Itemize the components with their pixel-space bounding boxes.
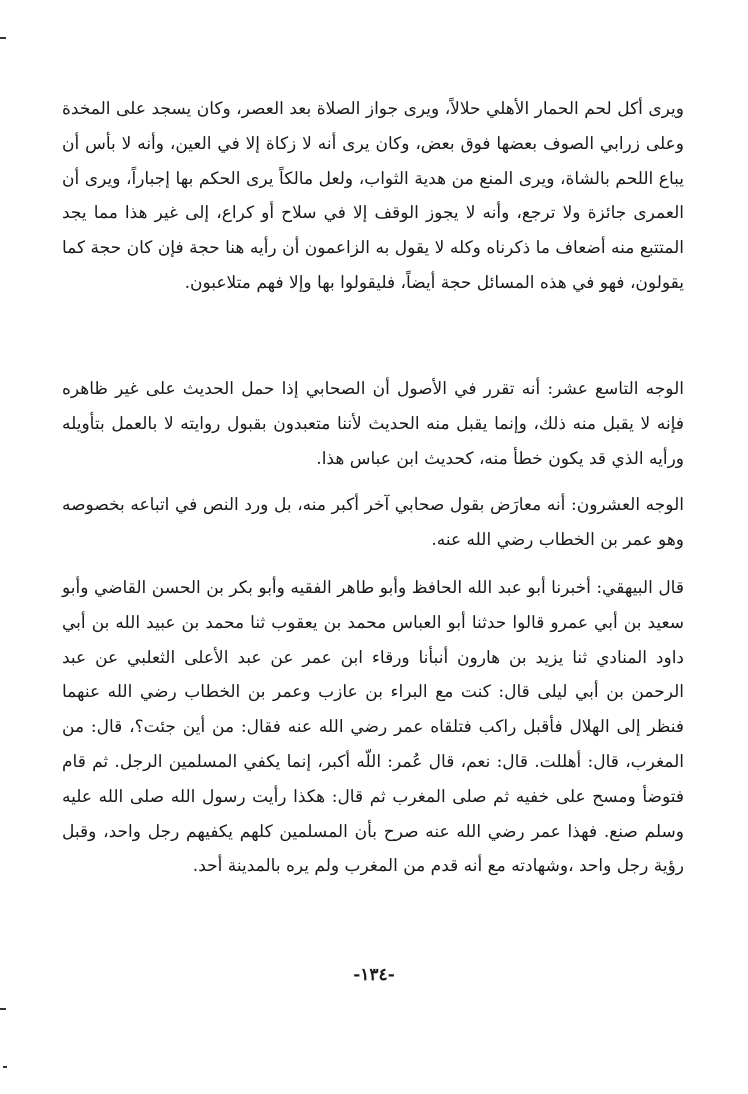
paragraph-1 (62, 92, 684, 301)
paragraph-2-text: الوجه التاسع عشر: أنه تقرر في الأصول أن الصحابي إذا حمل الحديث على غير ظاهره فإنه لا يقبل منه ذلك، وإنما يقبل منه الحديث لأننا متعبدون بقبول روايته لا بالعمل بتأويله ورأيه الذي قد يكون خطأ منه، كحديث ابن عباس هذا. (62, 379, 684, 469)
paragraph-1-text: ويرى أكل لحم الحمار الأهلي حلالاً، ويرى جواز الصلاة بعد العصر، وكان يسجد على المخدة وعلى زرابي الصوف بعضها فوق بعض، وكان يرى أنه لا زكاة إلا في العين، وأنه لا بأس أن يباع اللحم بالشاة، ويرى المنع من هدية الثواب، ولعل مالكاً يرى الحكم بها إجباراً، ويرى أن العمرى جائزة ولا ترجع، وأنه لا يجوز الوقف إلا في سلاح أو كراع، إلى غير هذا مما يجد المتتبع منه أضعاف ما ذكرناه وكله لا يقول به الزاعمون أن رأيه هنا حجة فإن كان حجة كما يقولون، فهو في هذه المسائل حجة أيضاً، فليقولوا بها وإلا فهم متلاعبون. (62, 99, 684, 293)
page-number: -١٣٤- (353, 965, 395, 985)
paragraph-3-text: الوجه العشرون: أنه معارَض بقول صحابي آخر أكبر منه، بل ورد النص في اتباعه بخصوصه وهو عمر بن الخطاب رضي الله عنه. (62, 495, 684, 550)
paragraph-4 (62, 571, 684, 884)
paragraph-4-text: قال البيهقي: أخبرنا أبو عبد الله الحافظ وأبو طاهر الفقيه وأبو بكر بن الحسن القاضي وأبو سعيد بن أبي عمرو قالوا حدثنا أبو العباس محمد بن يعقوب ثنا محمد بن عبيد الله بن أبي داود المنادي ثنا يزيد بن هارون أنبأنا ورقاء ابن عمر عن عبد الأعلى الثعلبي عن عبد الرحمن بن أبي ليلى قال: كنت مع البراء بن عازب وعمر بن الخطاب رضي الله عنهما فنظر إلى الهلال فأقبل راكب فتلقاه عمر رضي الله عنه فقال: من أين جئت؟، قال: من المغرب، قال: أهللت. قال: نعم، قال عُمر: اللّه أكبر، إنما يكفي المسلمين الرجل. ثم قام فتوضأ ومسح على خفيه ثم صلى المغرب ثم قال: هكذا رأيت رسول الله صلى الله عليه وسلم صنع. فهذا عمر رضي الله عنه صرح بأن المسلمين كلهم يكفيهم رجل واحد، وقبل رؤية رجل واحد ،وشهادته مع أنه قدم من المغرب ولم يره بالمدينة أحد. (62, 578, 684, 877)
scan-edge-mark-corner (3, 1066, 7, 1068)
paragraph-3 (62, 488, 684, 558)
paragraph-2 (62, 372, 684, 476)
scan-edge-mark-bottom (0, 1008, 6, 1010)
scan-edge-mark-top (0, 37, 6, 39)
